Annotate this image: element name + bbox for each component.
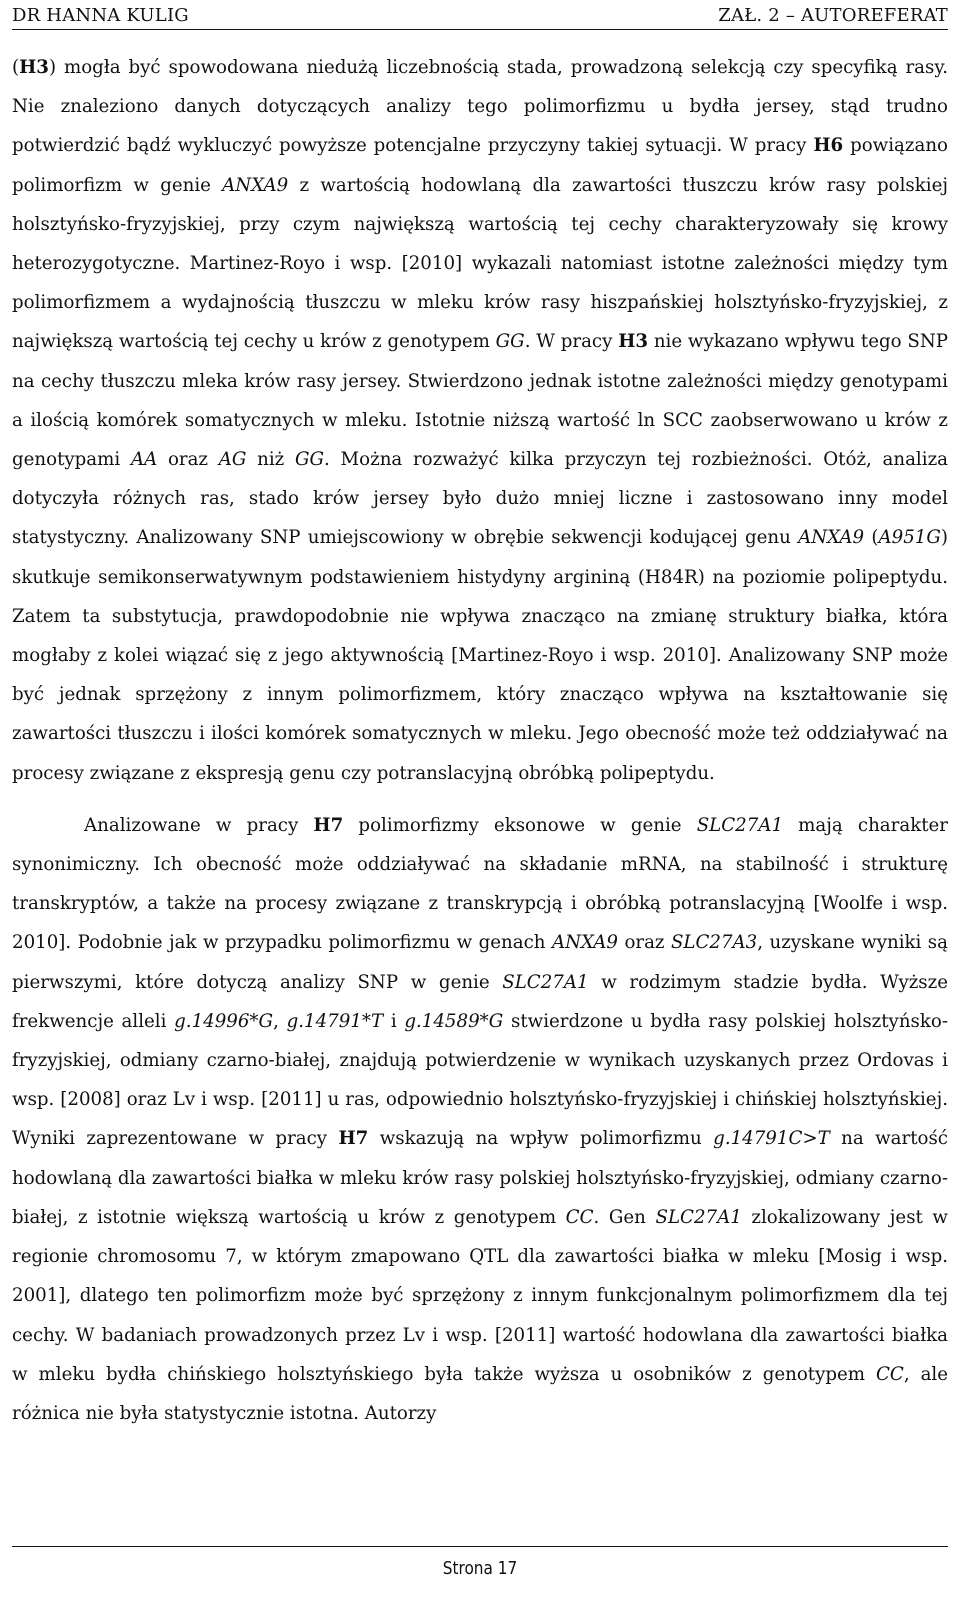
text-run: ( — [864, 527, 879, 549]
text-run: ) mogła być spowodowana niedużą liczebnością stada, prowadzoną selekcją czy specyfiką rasy. Nie znaleziono danych dotyczących analizy tego polimorfizmu u bydła jersey, stąd trudno potwierdzić bądź wykluczyć powyższe potencjalne przyczyny takiej sytuacji. W pracy — [12, 57, 948, 157]
text-run: ) skutkuje semikonserwatywnym podstawieniem histydyny argininą (H84R) na poziomie polipeptydu. Zatem ta substytucja, prawdopodobnie nie wpływa znacząco na zmianę struktury białka, która mogłaby z kolei wiązać się z jego aktywnością [Martinez-Royo i wsp. 2010]. Analizowany SNP może być jednak sprzężony z innym polimorfizmem, który znacząco wpływa na kształtowanie się zawartości tłuszczu i ilości komórek somatycznych w mleku. Jego obecność może też oddziaływać na procesy związane z ekspresją genu czy potranslacyjną obróbką polipeptydu. — [12, 527, 948, 784]
page-footer — [0, 1540, 960, 1601]
italic-term: SLC27A1 — [696, 814, 784, 836]
header-rule — [12, 29, 948, 30]
text-run: nie wykazano wpływu tego SNP na cechy tłuszczu mleka krów rasy jersey. Stwierdzono jednak istotne zależności między genotypami a ilością komórek somatycznych w mleku. Istotnie niższą wartość ln SCC zaobserwowano u krów z genotypami — [12, 331, 948, 471]
italic-term: GG — [294, 449, 325, 471]
bold-ref: H3 — [618, 331, 649, 353]
header-author: DR HANNA KULIG — [12, 4, 189, 26]
italic-term: SLC27A3 — [670, 932, 758, 954]
text-run: oraz — [618, 932, 671, 954]
text-run: na wartość hodowlaną dla zawartości białka w mleku krów rasy polskiej holsztyńsko-fryzyjskiej, odmiany czarno-białej, z istotnie większą wartością u krów z genotypem — [12, 1128, 948, 1228]
page-header — [12, 0, 948, 30]
italic-term: AA — [130, 449, 158, 471]
text-run: . Można rozważyć kilka przyczyn tej rozbieżności. Otóż, analiza dotyczyła różnych ras, stado krów jersey było dużo mniej liczne i zastosowano inny model statystyczny. Analizowany SNP umiejscowiony w obrębie sekwencji kodującej genu — [12, 449, 948, 549]
page-number: Strona 17 — [442, 1558, 518, 1579]
italic-term: CC — [875, 1363, 904, 1385]
text-run: oraz — [157, 449, 219, 471]
text-run: polimorfizmy eksonowe w genie — [343, 814, 697, 836]
text-run: i — [383, 1010, 405, 1032]
italic-term: ANXA9 — [222, 174, 289, 196]
body-text — [12, 48, 948, 1433]
footer-rule — [12, 1546, 948, 1547]
italic-term: g.14996*G — [174, 1010, 274, 1032]
header-section: ZAŁ. 2 – AUTOREFERAT — [718, 4, 948, 26]
bold-ref: H7 — [313, 814, 344, 836]
text-run: . Gen — [593, 1206, 656, 1228]
text-run: , — [273, 1010, 287, 1032]
text-run: z wartością hodowlaną dla zawartości tłuszczu krów rasy polskiej holsztyńsko-fryzyjskiej, przy czym największą wartością tej cechy charakteryzowały się krowy heterozygotyczne. Martinez-Royo i wsp. [2010] wykazali natomiast istotne zależności między tym polimorfizmem a wydajnością tłuszczu w mleku krów rasy hiszpańskiej holsztyńsko-fryzyjskiej, z największą wartością tej cechy u krów z genotypem — [12, 174, 948, 353]
italic-term: ANXA9 — [798, 527, 865, 549]
italic-term: SLC27A1 — [655, 1206, 742, 1228]
text-run: mają charakter synonimiczny. Ich obecność może oddziaływać na składanie mRNA, na stabilność i strukturę transkryptów, a także na procesy związane z transkrypcją i obróbką potranslacyjną [Woolfe i wsp. 2010]. Podobnie jak w przypadku polimorfizmu w genach — [12, 814, 948, 954]
text-run: , ale różnica nie była statystycznie istotna. Autorzy — [12, 1363, 948, 1424]
paragraph-1 — [12, 48, 948, 793]
italic-term: g.14791C>T — [713, 1128, 830, 1150]
text-run: Analizowane w pracy — [84, 814, 314, 836]
bold-ref: H6 — [813, 135, 844, 157]
text-run: zlokalizowany jest w regionie chromosomu 7, w którym zmapowano QTL dla zawartości białka w mleku [Mosig i wsp. 2001], dlatego ten polimorfizm może być sprzężony z innym funkcjonalnym polimorfizmem dla tej cechy. W badaniach prowadzonych przez Lv i wsp. [2011] wartość hodowlana dla zawartości białka w mleku bydła chińskiego holsztyńskiego była także wyższa u osobników z genotypem — [12, 1206, 948, 1385]
text-run: stwierdzone u bydła rasy polskiej holsztyńsko-fryzyjskiej, odmiany czarno-białej, znajdują potwierdzenie w wynikach uzyskanych przez Ordovas i wsp. [2008] oraz Lv i wsp. [2011] u ras, odpowiednio holsztyńsko-fryzyjskiej i chińskiej holsztyńskiej. Wyniki zaprezentowane w pracy — [12, 1010, 948, 1150]
bold-ref: H3 — [19, 57, 49, 78]
paragraph-2 — [12, 806, 948, 1433]
italic-term: AG — [218, 449, 247, 471]
italic-term: g.14589*G — [404, 1010, 504, 1032]
text-run: niż — [246, 449, 295, 471]
text-run: w rodzimym stadzie bydła. Wyższe frekwencje alleli — [12, 971, 948, 1032]
italic-term: ANXA9 — [551, 932, 619, 954]
text-run: . W pracy — [524, 331, 619, 353]
text-run: wskazują na wpływ polimorfizmu — [368, 1128, 714, 1150]
italic-term: SLC27A1 — [502, 971, 589, 993]
italic-term: CC — [565, 1206, 594, 1228]
italic-term: g.14791*T — [286, 1010, 384, 1032]
text-run: , uzyskane wyniki są pierwszymi, które dotyczą analizy SNP w genie — [12, 932, 948, 993]
italic-term: A951G — [878, 527, 941, 549]
italic-term: GG — [495, 331, 525, 353]
bold-ref: H7 — [338, 1128, 369, 1150]
text-run: ( — [12, 57, 20, 78]
text-run: powiązano polimorfizm w genie — [12, 135, 948, 196]
